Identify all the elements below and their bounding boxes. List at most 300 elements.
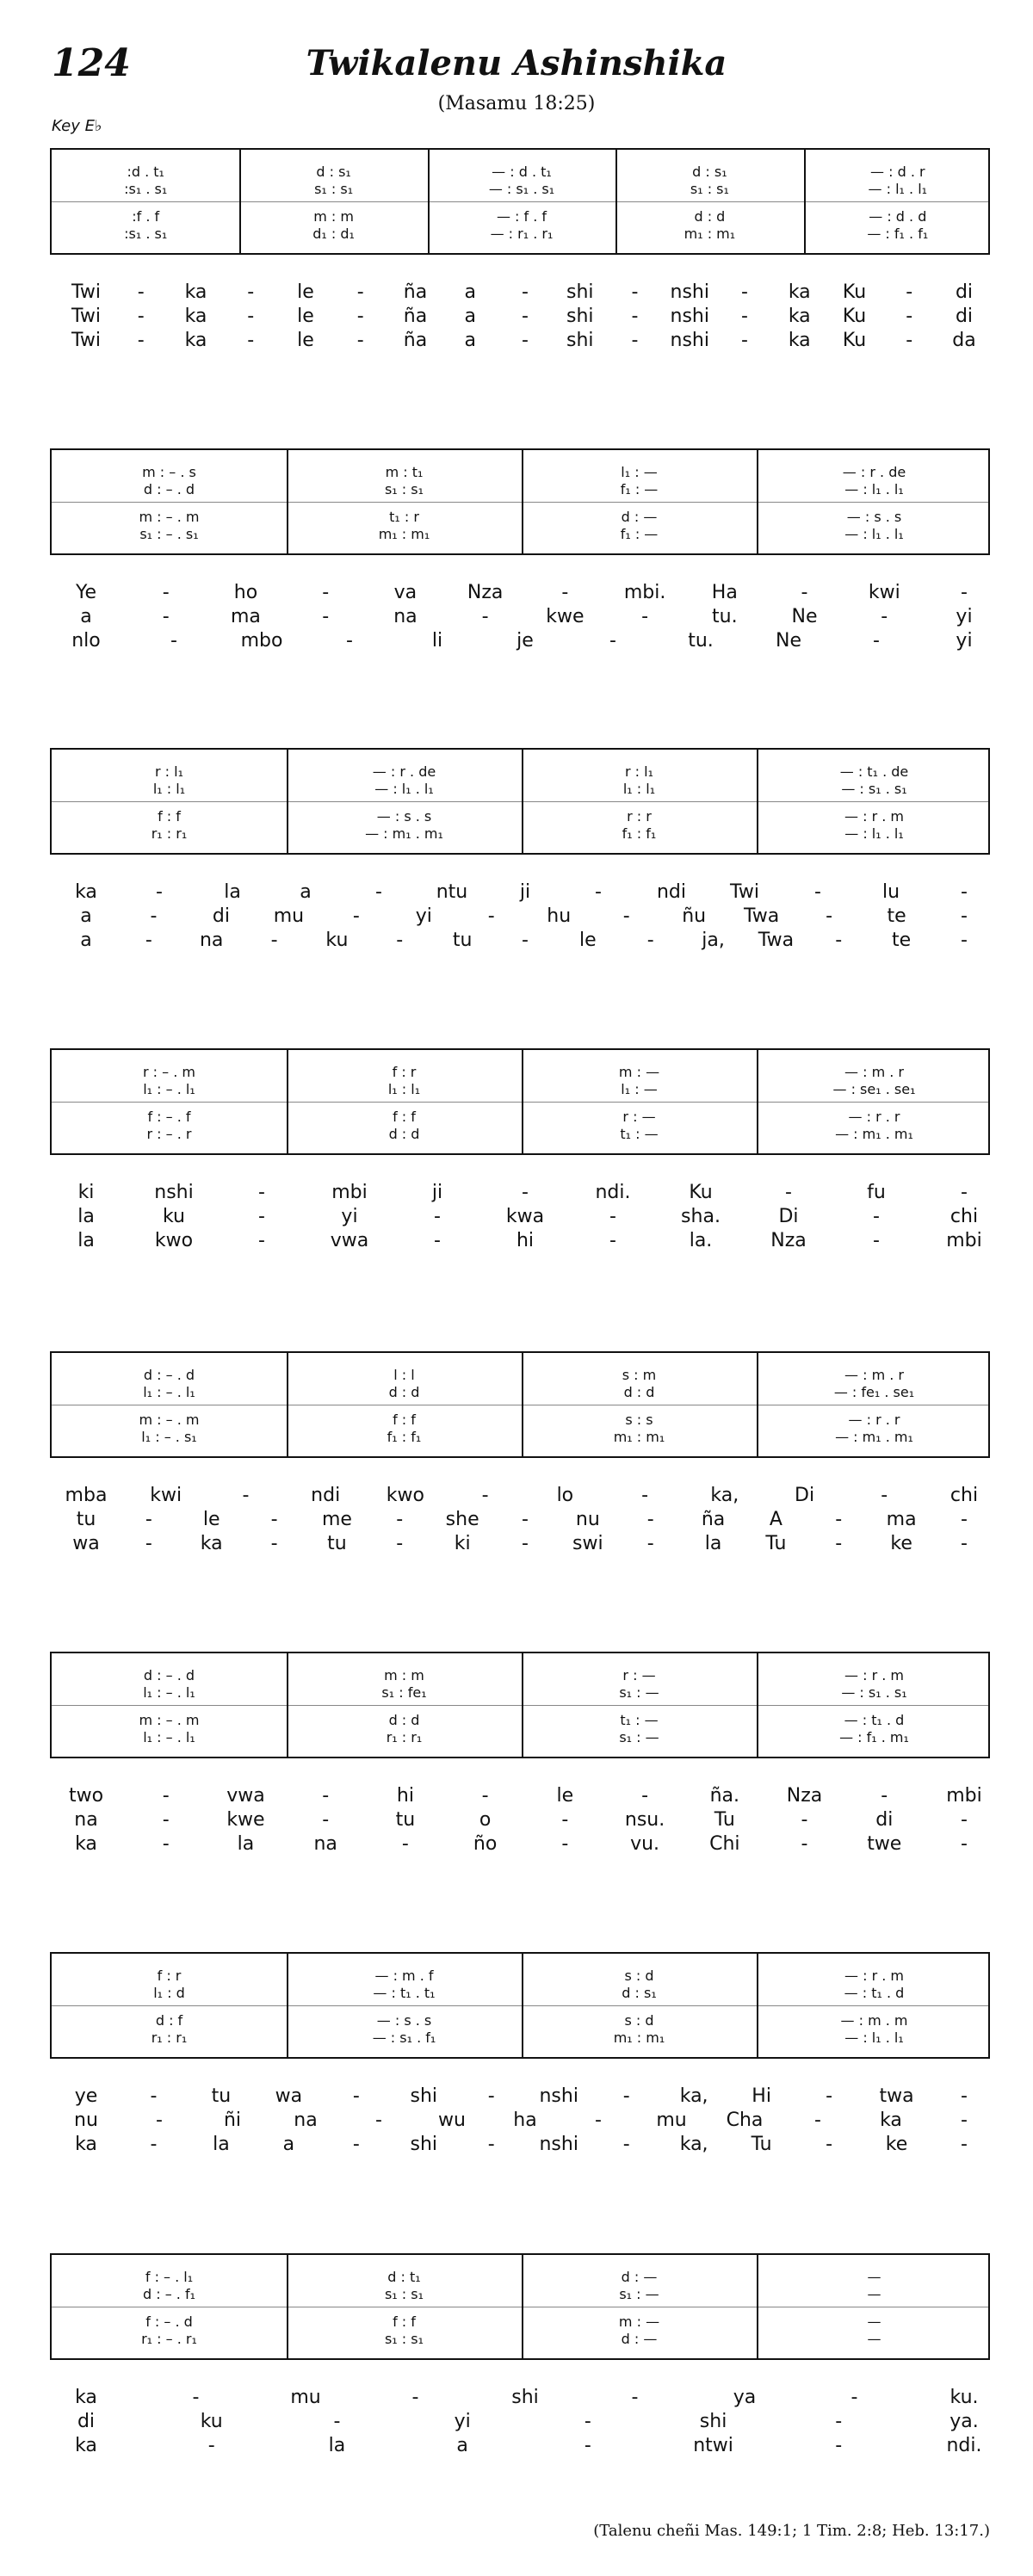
lyric-syllable: -	[641, 606, 649, 627]
lyric-syllable: lo	[556, 1485, 574, 1506]
lyric-syllable: -	[145, 1509, 152, 1530]
lyric-syllable: -	[873, 630, 880, 652]
lyric-syllable: -	[522, 306, 529, 327]
solfa-notes: m₁ : m₁	[613, 1429, 665, 1445]
solfa-notes: f : f	[393, 1412, 416, 1428]
key-signature: Key E♭	[52, 117, 102, 135]
lyric-syllable: nu	[575, 1509, 600, 1530]
solfa-notes: f₁ : f₁	[387, 1429, 422, 1445]
lyric-syllable: te	[887, 905, 906, 927]
solfa-notes: — : t₁ . t₁	[373, 1985, 436, 2001]
bar-line	[287, 1353, 288, 1456]
lyric-syllable: swi	[572, 1533, 603, 1554]
solfa-notes: — : l₁ . l₁	[844, 2029, 904, 2046]
bar-line	[287, 750, 288, 853]
lyric-syllable: Ku	[842, 281, 867, 303]
lyric-verse-2	[0, 2411, 1033, 2435]
lyric-syllable: -	[646, 930, 654, 951]
lyric-syllable: nshi	[154, 1182, 194, 1203]
solfa-notes: — : l₁ . l₁	[844, 825, 904, 842]
lyric-syllable: -	[162, 1809, 170, 1831]
lyric-syllable: -	[561, 1833, 569, 1855]
lyric-syllable: a	[80, 930, 92, 951]
solfa-notes: d : – . f₁	[142, 2286, 196, 2302]
lyric-syllable: Cha	[726, 2110, 764, 2131]
solfa-notes: m : – . m	[139, 1712, 200, 1728]
bar-line	[804, 150, 806, 253]
bar-line	[287, 1653, 288, 1757]
lyric-syllable: -	[961, 2110, 968, 2131]
lyric-syllable: -	[584, 2411, 591, 2432]
lyric-syllable: wa	[275, 2085, 303, 2107]
lyric-syllable: ñu	[682, 905, 707, 927]
bar-line	[757, 1653, 758, 1757]
solfa-notes: l₁ : —	[621, 1081, 658, 1097]
lyric-syllable: a	[282, 2134, 295, 2155]
lyric-syllable: -	[156, 881, 163, 903]
lyric-syllable: twe	[867, 1833, 902, 1855]
solfa-notes: d : – . d	[143, 481, 195, 497]
lyric-syllable: -	[145, 930, 152, 951]
solfa-notes: r : – . r	[146, 1126, 192, 1142]
lyric-syllable: -	[826, 2085, 833, 2107]
solfa-notes: d : d	[388, 1126, 420, 1142]
lyric-syllable: li	[431, 630, 443, 652]
lyric-syllable: -	[346, 630, 353, 652]
lyric-syllable: -	[247, 330, 255, 351]
lyric-syllable: Tu	[765, 1533, 787, 1554]
stave-system	[50, 1048, 990, 1155]
solfa-notes: — : r . m	[844, 808, 904, 825]
solfa-notes: s₁ : —	[619, 1684, 659, 1701]
lyric-syllable: di	[955, 306, 974, 327]
solfa-notes: s : m	[622, 1367, 657, 1383]
solfa-notes: — : d . r	[870, 164, 925, 180]
part-divider	[52, 502, 988, 503]
lyric-syllable: ka,	[710, 1485, 739, 1506]
lyric-syllable: -	[961, 2134, 968, 2155]
solfa-notes: — : s . s	[376, 2012, 432, 2029]
lyric-syllable: twa	[879, 2085, 914, 2107]
lyric-syllable: Ku	[689, 1182, 713, 1203]
lyric-syllable: ña	[403, 281, 428, 303]
lyric-syllable: Ne	[791, 606, 818, 627]
solfa-notes: m₁ : m₁	[613, 2029, 665, 2046]
lyric-syllable: ka,	[679, 2134, 708, 2155]
solfa-notes: r₁ : – . r₁	[141, 2331, 197, 2347]
solfa-notes: — : m₁ . m₁	[835, 1429, 913, 1445]
lyric-syllable: le	[556, 1785, 574, 1807]
solfa-notes: :s₁ . s₁	[124, 225, 168, 242]
lyric-syllable: mbi	[331, 1182, 368, 1203]
lyric-syllable: -	[522, 1182, 529, 1203]
bar-line	[522, 1954, 523, 2057]
lyric-syllable: -	[835, 2411, 843, 2432]
bar-line	[287, 1050, 288, 1153]
bar-line	[522, 1353, 523, 1456]
lyric-syllable: -	[258, 1206, 265, 1227]
lyric-syllable: fu	[867, 1182, 886, 1203]
lyric-syllable: ma	[230, 606, 261, 627]
solfa-notes: d : s₁	[692, 164, 727, 180]
solfa-notes: — : r . m	[844, 1968, 904, 1984]
lyric-syllable: -	[961, 1533, 968, 1554]
solfa-notes: d : d	[388, 1384, 420, 1400]
solfa-notes: d : s₁	[316, 164, 351, 180]
lyric-syllable: -	[150, 905, 158, 927]
solfa-notes: l₁ : – . l₁	[143, 1081, 195, 1097]
lyric-syllable: -	[156, 2110, 163, 2131]
lyric-syllable: -	[242, 1485, 250, 1506]
lyric-verse-3	[0, 1533, 1033, 1557]
lyric-syllable: shi	[566, 281, 594, 303]
lyric-syllable: nlo	[71, 630, 101, 652]
lyric-syllable: a	[464, 330, 476, 351]
lyric-syllable: ndi	[311, 1485, 341, 1506]
lyric-syllable: ka	[880, 2110, 902, 2131]
solfa-notes: s : d	[624, 1968, 654, 1984]
lyric-syllable: -	[561, 582, 569, 603]
stave-system	[50, 748, 990, 855]
lyric-syllable: la	[213, 2134, 230, 2155]
lyric-syllable: -	[481, 606, 489, 627]
lyric-verse-3	[0, 630, 1033, 654]
lyric-syllable: hi	[396, 1785, 414, 1807]
lyric-syllable: la	[704, 1533, 722, 1554]
solfa-notes: d : d	[694, 208, 726, 225]
lyric-syllable: mbi	[946, 1785, 982, 1807]
lyric-syllable: ku	[200, 2411, 223, 2432]
lyric-syllable: mbi	[946, 1230, 982, 1251]
lyric-syllable: Ye	[75, 582, 97, 603]
lyric-verse-1	[0, 582, 1033, 606]
solfa-notes: — : m . m	[840, 2012, 908, 2029]
stave-system	[50, 148, 990, 255]
lyric-syllable: a	[464, 306, 476, 327]
lyric-syllable: Hi	[752, 2085, 771, 2107]
lyric-syllable: -	[162, 606, 170, 627]
bar-line	[522, 450, 523, 553]
solfa-notes: f : r	[157, 1968, 182, 1984]
lyric-verse-1	[0, 2387, 1033, 2411]
solfa-notes: s₁ : s₁	[690, 181, 729, 197]
lyric-syllable: di	[875, 1809, 894, 1831]
lyric-syllable: ntwi	[693, 2435, 733, 2456]
stave-system	[50, 2253, 990, 2360]
lyric-verse-2	[0, 1809, 1033, 1833]
lyric-syllable: ndi	[656, 881, 687, 903]
lyric-syllable: -	[641, 1785, 649, 1807]
lyric-syllable: la	[328, 2435, 346, 2456]
solfa-notes: d : f	[155, 2012, 183, 2029]
lyric-syllable: ja,	[702, 930, 725, 951]
solfa-notes: s₁ : —	[619, 2286, 659, 2302]
part-divider	[52, 2005, 988, 2006]
lyric-syllable: -	[851, 2387, 858, 2408]
lyric-syllable: le	[297, 306, 314, 327]
lyric-syllable: tu.	[688, 630, 714, 652]
lyric-syllable: vwa	[226, 1785, 265, 1807]
lyric-syllable: ka	[200, 1533, 223, 1554]
solfa-notes: — : m₁ . m₁	[835, 1126, 913, 1142]
lyric-syllable: -	[631, 281, 639, 303]
lyric-syllable: -	[622, 2134, 630, 2155]
lyric-syllable: nshi	[670, 281, 709, 303]
lyric-syllable: -	[258, 1230, 265, 1251]
solfa-notes: —	[867, 2286, 881, 2302]
solfa-notes: d : —	[621, 2269, 658, 2285]
lyric-syllable: -	[333, 2411, 341, 2432]
stave-system	[50, 1351, 990, 1458]
lyric-syllable: -	[434, 1206, 441, 1227]
lyric-syllable: shi	[410, 2134, 438, 2155]
solfa-notes: l₁ : – . s₁	[141, 1429, 197, 1445]
solfa-notes: s : s	[625, 1412, 653, 1428]
lyric-syllable: -	[741, 281, 748, 303]
solfa-notes: — : t₁ . d	[844, 1985, 905, 2001]
lyric-syllable: tu	[395, 1809, 416, 1831]
lyric-syllable: ndi.	[595, 1182, 631, 1203]
lyric-syllable: -	[270, 1533, 278, 1554]
solfa-notes: — : s₁ . s₁	[488, 181, 555, 197]
lyric-syllable: kwa	[505, 1206, 545, 1227]
lyric-verse-2	[0, 306, 1033, 330]
lyric-syllable: nshi	[670, 330, 709, 351]
lyric-syllable: -	[584, 2435, 591, 2456]
lyric-syllable: Ha	[711, 582, 738, 603]
lyric-verse-3	[0, 930, 1033, 954]
stave-system	[50, 448, 990, 555]
lyric-syllable: le	[202, 1509, 220, 1530]
lyric-syllable: ntu	[436, 881, 468, 903]
lyric-syllable: te	[892, 930, 912, 951]
lyric-syllable: Twi	[71, 306, 101, 327]
lyric-verse-3	[0, 1833, 1033, 1857]
lyric-syllable: ka	[184, 281, 207, 303]
solfa-notes: f : f	[393, 1109, 416, 1125]
lyric-syllable: hi	[516, 1230, 535, 1251]
lyric-syllable: na	[393, 606, 418, 627]
solfa-notes: d : t₁	[387, 2269, 421, 2285]
lyric-syllable: -	[906, 306, 913, 327]
lyric-syllable: mbi.	[623, 582, 666, 603]
lyric-syllable: -	[481, 1785, 489, 1807]
bar-line	[522, 1653, 523, 1757]
lyric-syllable: le	[297, 330, 314, 351]
lyric-syllable: na	[199, 930, 224, 951]
solfa-notes: l₁ : – . l₁	[143, 1729, 195, 1745]
lyric-syllable: -	[145, 1533, 152, 1554]
lyric-syllable: -	[270, 1509, 278, 1530]
lyric-syllable: -	[207, 2435, 215, 2456]
lyric-syllable: nshi	[670, 306, 709, 327]
lyric-syllable: o	[479, 1809, 492, 1831]
part-divider	[52, 801, 988, 802]
solfa-notes: r : l₁	[155, 763, 183, 780]
lyric-syllable: -	[814, 2110, 821, 2131]
solfa-notes: r : —	[622, 1667, 656, 1683]
lyric-syllable: ka	[75, 1833, 97, 1855]
lyric-syllable: ña.	[709, 1785, 740, 1807]
scripture-reference: (Masamu 18:25)	[437, 93, 596, 114]
solfa-notes: m₁ : m₁	[684, 225, 736, 242]
solfa-notes: — : l₁ . l₁	[374, 781, 434, 797]
solfa-notes: :d . t₁	[127, 164, 164, 180]
lyric-syllable: a	[80, 905, 92, 927]
lyric-syllable: -	[631, 306, 639, 327]
solfa-notes: m : – . s	[142, 464, 196, 480]
lyric-syllable: -	[906, 281, 913, 303]
solfa-notes: l : l	[393, 1367, 415, 1383]
bar-line	[522, 2255, 523, 2358]
lyric-syllable: kwo	[154, 1230, 194, 1251]
lyric-syllable: vu.	[630, 1833, 660, 1855]
lyric-syllable: tu	[211, 2085, 232, 2107]
lyric-syllable: yi	[956, 606, 973, 627]
lyric-syllable: -	[396, 1533, 404, 1554]
solfa-notes: —	[867, 2313, 881, 2330]
solfa-notes: — : r . de	[372, 763, 436, 780]
lyric-verse-2	[0, 606, 1033, 630]
solfa-notes: — : fe₁ . se₁	[833, 1384, 915, 1400]
lyric-syllable: la.	[689, 1230, 713, 1251]
solfa-notes: — : r . r	[848, 1412, 900, 1428]
solfa-notes: — : f₁ . m₁	[839, 1729, 909, 1745]
lyric-syllable: -	[961, 1509, 968, 1530]
bar-line	[287, 450, 288, 553]
lyric-syllable: ya.	[949, 2411, 979, 2432]
lyric-syllable: -	[826, 905, 833, 927]
lyric-syllable: -	[961, 1182, 968, 1203]
solfa-notes: d : —	[621, 509, 658, 525]
lyric-syllable: Tu	[714, 1809, 735, 1831]
solfa-notes: — : r . m	[844, 1667, 904, 1683]
lyric-syllable: la	[237, 1833, 255, 1855]
lyric-syllable: mu	[290, 2387, 321, 2408]
lyric-verse-1	[0, 1785, 1033, 1809]
lyric-syllable: -	[522, 281, 529, 303]
lyric-syllable: kwi	[868, 582, 900, 603]
lyric-syllable: -	[961, 930, 968, 951]
lyric-syllable: -	[881, 1485, 888, 1506]
lyric-syllable: ka	[75, 2134, 97, 2155]
solfa-notes: s₁ : s₁	[384, 2331, 424, 2347]
lyric-syllable: da	[952, 330, 976, 351]
solfa-notes: s₁ : —	[619, 1729, 659, 1745]
lyric-syllable: di	[955, 281, 974, 303]
lyric-syllable: -	[801, 1833, 808, 1855]
solfa-notes: — : r . r	[848, 1109, 900, 1125]
hymn-title: Twikalenu Ashinshika	[306, 43, 727, 83]
solfa-notes: l₁ : l₁	[387, 1081, 421, 1097]
lyric-verse-2	[0, 1509, 1033, 1533]
lyric-syllable: va	[393, 582, 418, 603]
lyric-syllable: tu	[76, 1509, 96, 1530]
part-divider	[52, 1705, 988, 1706]
lyric-syllable: ñi	[223, 2110, 242, 2131]
lyric-syllable: -	[826, 2134, 833, 2155]
lyric-syllable: -	[741, 330, 748, 351]
solfa-notes: s : d	[624, 2012, 654, 2029]
lyric-syllable: nu	[74, 2110, 98, 2131]
lyric-syllable: -	[356, 281, 364, 303]
solfa-notes: s₁ : fe₁	[381, 1684, 427, 1701]
lyric-syllable: ka,	[679, 2085, 708, 2107]
lyric-syllable: -	[961, 881, 968, 903]
lyric-syllable: chi	[949, 1485, 979, 1506]
lyric-syllable: -	[835, 1509, 843, 1530]
bar-line	[757, 1353, 758, 1456]
lyric-syllable: -	[835, 930, 843, 951]
solfa-notes: — : l₁ . l₁	[844, 526, 904, 542]
lyric-syllable: ya	[733, 2387, 757, 2408]
hymn-number: 124	[52, 41, 131, 85]
solfa-notes: r₁ : r₁	[151, 825, 188, 842]
lyric-syllable: -	[162, 582, 170, 603]
solfa-notes: — : m . f	[374, 1968, 434, 1984]
lyric-syllable: -	[162, 1833, 170, 1855]
lyric-syllable: tu	[452, 930, 473, 951]
lyric-verse-2	[0, 1206, 1033, 1230]
solfa-notes: m : —	[618, 2313, 660, 2330]
lyric-syllable: -	[375, 2110, 382, 2131]
solfa-notes: r : – . m	[143, 1064, 195, 1080]
lyric-syllable: -	[401, 1833, 409, 1855]
solfa-notes: d : d	[623, 1384, 655, 1400]
lyric-syllable: shi	[511, 2387, 539, 2408]
lyric-syllable: -	[873, 1206, 880, 1227]
bar-line	[428, 150, 430, 253]
lyric-syllable: -	[609, 1206, 616, 1227]
solfa-notes: — : se₁ . se₁	[832, 1081, 916, 1097]
lyric-syllable: -	[609, 1230, 616, 1251]
lyric-syllable: la	[224, 881, 241, 903]
bar-line	[757, 450, 758, 553]
lyric-syllable: A	[769, 1509, 782, 1530]
solfa-notes: r : l₁	[625, 763, 653, 780]
lyric-syllable: yi	[341, 1206, 358, 1227]
solfa-notes: f : – . f	[147, 1109, 191, 1125]
lyric-syllable: -	[356, 306, 364, 327]
lyric-syllable: la	[77, 1206, 95, 1227]
lyric-syllable: -	[258, 1182, 265, 1203]
lyric-syllable: -	[481, 1485, 489, 1506]
solfa-notes: — : m . r	[844, 1064, 904, 1080]
lyric-syllable: -	[396, 930, 404, 951]
solfa-notes: m : – . m	[139, 1412, 200, 1428]
lyric-syllable: nsu.	[624, 1809, 665, 1831]
lyric-syllable: ho	[233, 582, 258, 603]
lyric-syllable: di	[212, 905, 230, 927]
lyric-syllable: yi	[454, 2411, 471, 2432]
lyric-syllable: ka	[75, 881, 97, 903]
lyric-syllable: chi	[949, 1206, 979, 1227]
lyric-syllable: ku.	[949, 2387, 979, 2408]
lyric-syllable: je	[516, 630, 534, 652]
lyric-syllable: shi	[566, 330, 594, 351]
bar-line	[522, 750, 523, 853]
lyric-syllable: -	[411, 2387, 419, 2408]
solfa-notes: f : – . d	[145, 2313, 193, 2330]
lyric-syllable: -	[881, 606, 888, 627]
lyric-syllable: -	[622, 905, 630, 927]
lyric-syllable: na	[313, 1833, 337, 1855]
lyric-syllable: -	[835, 2435, 843, 2456]
stave-system	[50, 1952, 990, 2059]
lyric-syllable: yi	[415, 905, 432, 927]
lyric-syllable: -	[595, 881, 602, 903]
lyric-syllable: a	[464, 281, 476, 303]
